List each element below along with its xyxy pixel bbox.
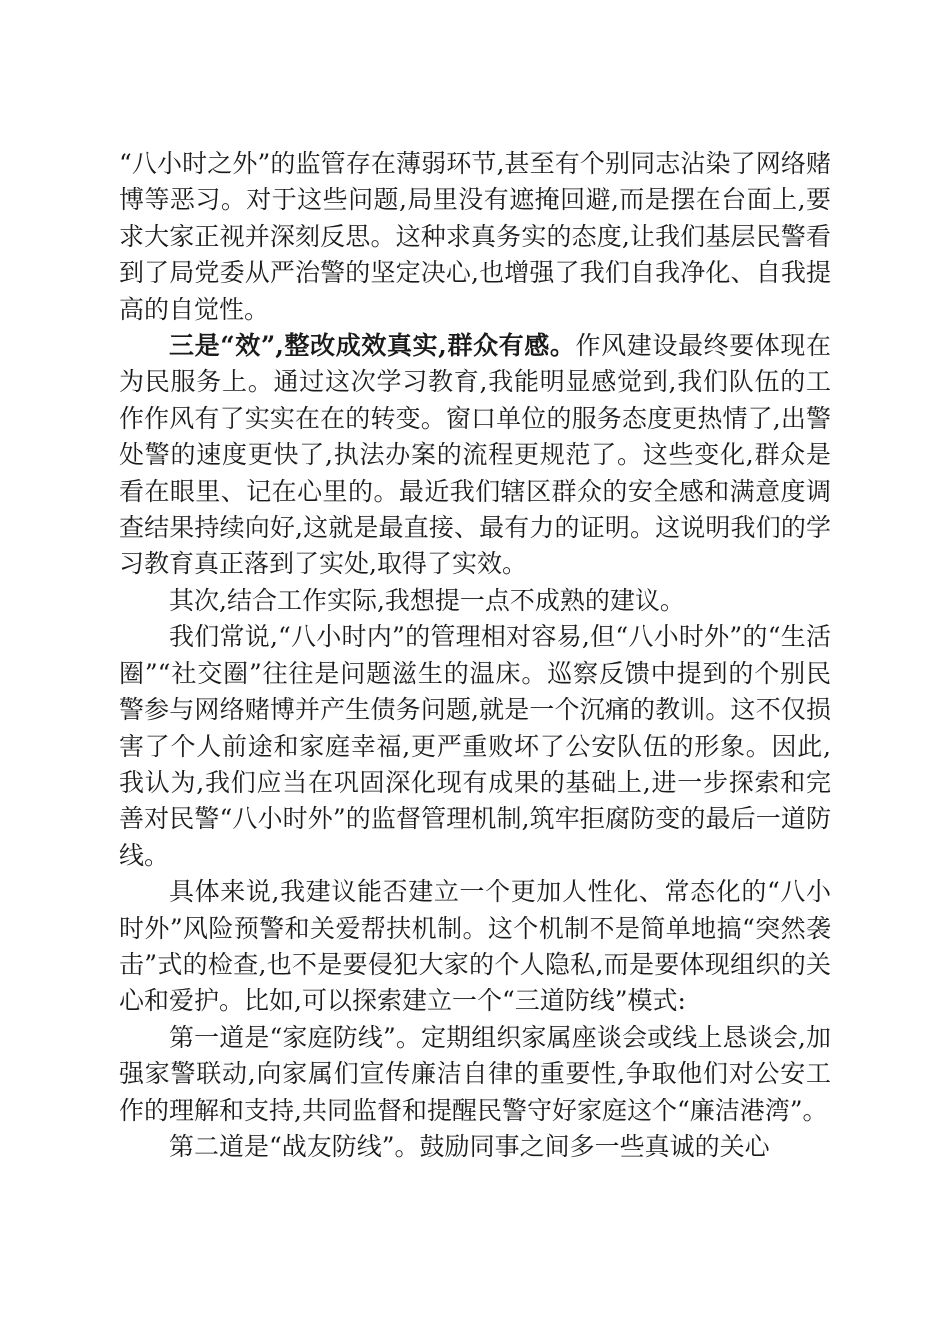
paragraph-6 — [119, 1020, 831, 1129]
paragraph-5 — [119, 874, 831, 1020]
paragraph-3 — [119, 583, 831, 619]
paragraph-1 — [119, 146, 831, 328]
paragraph-4-text: 我们常说,“八小时内”的管理相对容易,但“八小时外”的“生活圈”“社交圈”往往是问题滋生的温床。巡察反馈中提到的个别民警参与网络赌博并产生债务问题,就是一个沉痛的教训。这不仅损害了个人前途和家庭幸福,更严重败坏了公安队伍的形象。因此,我认为,我们应当在巩固深化现有成果的基础上,进一步探索和完善对民警“八小时外”的监督管理机制,筑牢拒腐防变的最后一道防线。 — [119, 622, 831, 870]
paragraph-2-text: 作风建设最终要体现在为民服务上。通过这次学习教育,我能明显感觉到,我们队伍的工作作风有了实实在在的转变。窗口单位的服务态度更热情了,出警处警的速度更快了,执法办案的流程更规范了。这些变化,群众是看在眼里、记在心里的。最近我们辖区群众的安全感和满意度调查结果持续向好,这就是最直接、最有力的证明。这说明我们的学习教育真正落到了实处,取得了实效。 — [119, 331, 831, 579]
paragraph-2-lead: 三是“效”,整改成效真实,群众有感。 — [169, 331, 576, 361]
paragraph-7-text: 第二道是“战友防线”。鼓励同事之间多一些真诚的关心 — [169, 1131, 770, 1161]
paragraph-1-text: “八小时之外”的监管存在薄弱环节,甚至有个别同志沾染了网络赌博等恶习。对于这些问题,局里没有遮掩回避,而是摆在台面上,要求大家正视并深刻反思。这种求真务实的态度,让我们基层民警看到了局党委从严治警的坚定决心,也增强了我们自我净化、自我提高的自觉性。 — [119, 149, 831, 324]
document-body — [119, 146, 831, 1165]
paragraph-6-text: 第一道是“家庭防线”。定期组织家属座谈会或线上恳谈会,加强家警联动,向家属们宣传廉洁自律的重要性,争取他们对公安工作的理解和支持,共同监督和提醒民警守好家庭这个“廉洁港湾”。 — [119, 1022, 831, 1125]
paragraph-7 — [119, 1129, 831, 1165]
paragraph-3-text: 其次,结合工作实际,我想提一点不成熟的建议。 — [169, 585, 685, 615]
paragraph-2 — [119, 328, 831, 583]
paragraph-4 — [119, 619, 831, 874]
paragraph-5-text: 具体来说,我建议能否建立一个更加人性化、常态化的“八小时外”风险预警和关爱帮扶机制。这个机制不是简单地搞“突然袭击”式的检查,也不是要侵犯大家的个人隐私,而是要体现组织的关心和爱护。比如,可以探索建立一个“三道防线”模式: — [119, 877, 831, 1016]
